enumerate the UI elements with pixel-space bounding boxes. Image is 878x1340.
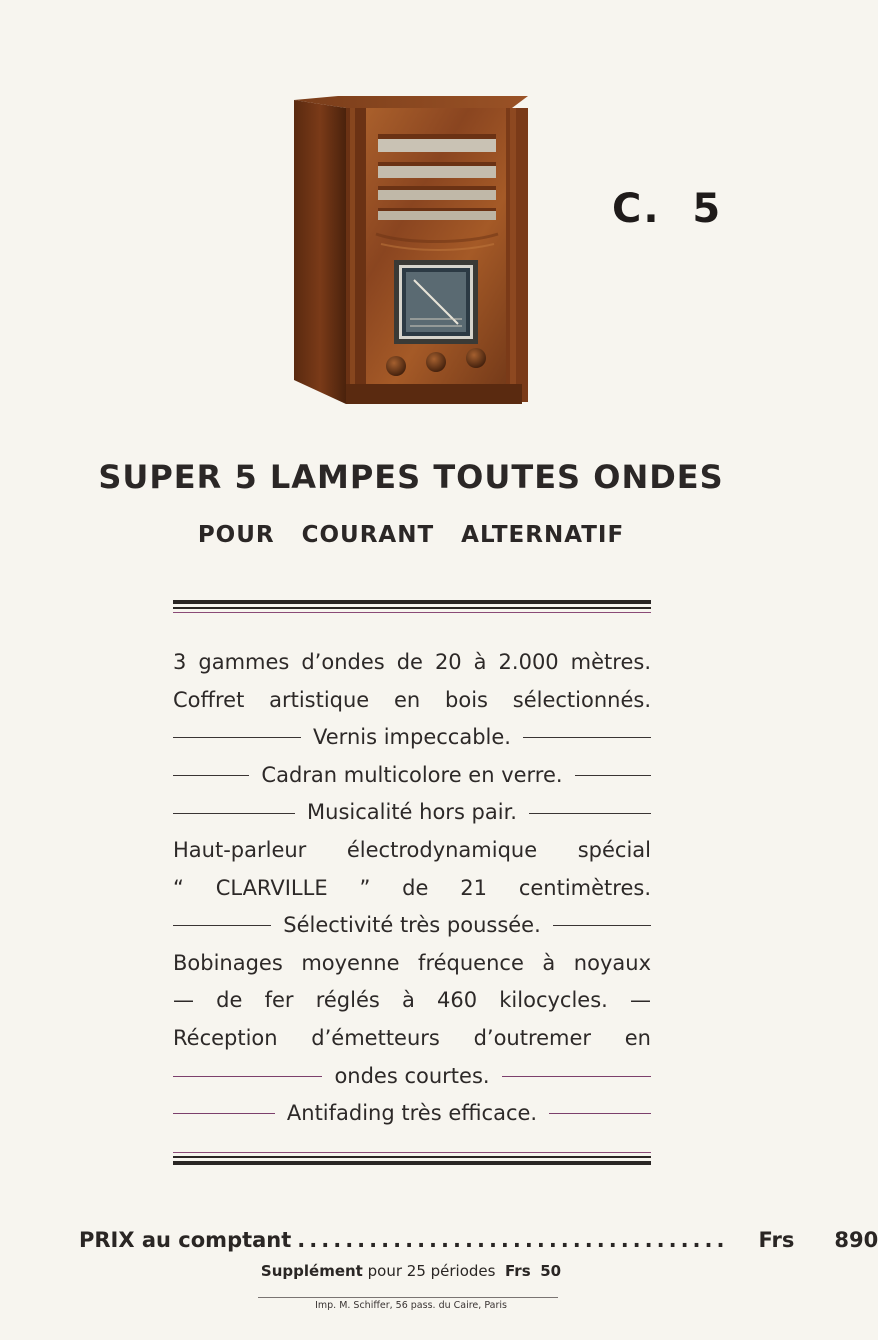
model-number: C. 5 — [612, 186, 723, 232]
top-divider — [173, 600, 651, 613]
feature-line — [173, 794, 651, 832]
feature-line: Coffret artistique en bois sélectionnés. — [173, 687, 651, 712]
dash-rule — [549, 1113, 651, 1114]
feature-line — [173, 907, 651, 945]
feature-line — [173, 719, 651, 757]
supplement-text: pour 25 périodes — [367, 1262, 496, 1280]
dash-rule — [529, 813, 651, 814]
dash-rule — [173, 775, 249, 776]
supplement-label: Supplément — [260, 1262, 363, 1280]
dash-rule — [173, 1076, 322, 1077]
feature-text: Antifading très efficace. — [286, 1101, 538, 1126]
page-subtitle: POUR COURANT ALTERNATIF — [197, 522, 625, 548]
imprint-divider — [258, 1297, 558, 1298]
dash-rule — [502, 1076, 651, 1077]
feature-line: Réception d’émetteurs d’outremer en — [173, 1025, 651, 1050]
price-line — [79, 1228, 878, 1252]
feature-line: Haut-parleur électrodynamique spécial — [173, 837, 651, 862]
dash-rule — [173, 737, 301, 738]
feature-line — [173, 757, 651, 795]
dash-rule — [173, 1113, 275, 1114]
supplement-line — [0, 1262, 822, 1280]
bottom-divider — [173, 1152, 651, 1165]
feature-line: 3 gammes d’ondes de 20 à 2.000 mètres. — [173, 650, 651, 674]
feature-line: Bobinages moyenne fréquence à noyaux — [173, 950, 651, 975]
feature-list — [173, 644, 651, 1133]
page-title: SUPER 5 LAMPES TOUTES ONDES — [98, 458, 724, 496]
dash-rule — [575, 775, 651, 776]
supplement-currency: Frs — [505, 1262, 531, 1280]
dash-rule — [173, 813, 295, 814]
supplement-value: 50 — [540, 1262, 562, 1280]
feature-line: — de fer réglés à 460 kilocycles. — — [173, 988, 651, 1013]
dash-rule — [553, 925, 651, 926]
dash-rule — [523, 737, 651, 738]
feature-text: Musicalité hors pair. — [307, 800, 517, 825]
dash-rule — [173, 925, 271, 926]
feature-line — [173, 1058, 651, 1096]
price-leader-dots: .................................... — [297, 1228, 729, 1252]
price-label: PRIX au comptant — [79, 1228, 292, 1252]
feature-text: ondes courtes. — [334, 1063, 490, 1088]
price-value: 890 — [834, 1228, 878, 1252]
feature-text: Vernis impeccable. — [313, 725, 511, 750]
radio-cabinet-illustration — [286, 94, 536, 406]
feature-text: Cadran multicolore en verre. — [261, 762, 563, 787]
price-currency: Frs — [758, 1228, 795, 1252]
printer-imprint: Imp. M. Schiffer, 56 pass. du Caire, Paris — [315, 1300, 507, 1311]
feature-line: “ CLARVILLE ” de 21 centimètres. — [173, 875, 651, 900]
feature-line — [173, 1095, 651, 1133]
feature-text: Sélectivité très poussée. — [283, 913, 541, 938]
